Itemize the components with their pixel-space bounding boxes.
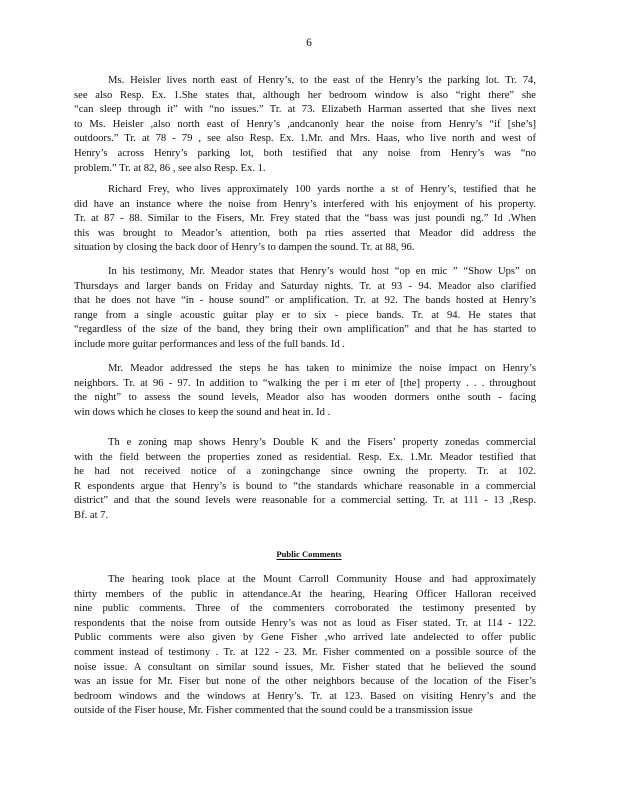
paragraph-zoning [74,436,536,524]
text-line: problem.” Tr. at 82, 86 , see also Resp. Ex. 1. [74,162,266,174]
text-line: Ms. Heisler lives north east of Henry’s, to the east of the Henry’s the parking lot. Tr. 74, [108,75,536,86]
text-line: range from a single acoustic guitar play er to six - piece bands. Tr. at 94. He states that [74,309,536,321]
text-line: The hearing took place at the Mount Carroll Community House and had approximately [108,574,536,585]
text-line: Th e zoning map shows Henry’s Double K and the Fisers’ property zonedas commercial [108,437,536,448]
section-heading [0,549,618,559]
text-line: neighbors. Tr. at 96 - 97. In addition to “walking the per i m eter of [the] property . . . throughout [74,377,536,389]
text-line: this was brought to Meador’s attention, both pa rties asserted that Meador did address the [74,227,536,239]
text-line: R espondents argue that Henry’s is bound to “the standards whichare reasonable in a commercial [74,480,536,492]
text-line: “can sleep through it” with “no issues.” Tr. at 73. Elizabeth Harman asserted that she lives next [74,104,536,116]
text-line: the night” to assess the sound levels, Meador also has wooden dormers onthe south - facing [74,392,536,404]
text-line: In his testimony, Mr. Meador states that Henry’s would host “op en mic ” “Show Ups” on [108,266,536,277]
text-line: situation by closing the back door of Henry’s to dampen the sound. Tr. at 88, 96. [74,242,415,254]
text-line: Public comments were also given by Gene Fisher ,who arrived late andelected to offer public [74,632,536,644]
text-line: that he does not have “in - house sound” or amplification. Tr. at 92. The bands hosted at Henry’s [74,295,536,307]
text-line: was an issue for Mr. Fiser but none of the other neighbors because of the location of the Fiser’s [74,676,536,688]
text-line: thirty members of the public in attendance.At the hearing, Hearing Officer Halloran received [74,588,536,600]
text-line: respondents that the noise from outside Henry’s was not as loud as Fiser stated. Tr. at 114 - 122. [74,617,536,629]
text-line: Bf. at 7. [74,509,109,521]
text-line: Richard Frey, who lives approximately 100 yards northe a st of Henry’s, testified that he [108,184,536,195]
text-line: outside of the Fiser house, Mr. Fisher commented that the sound could be a transmission issue [74,705,473,717]
paragraph-meador-steps [74,362,536,420]
text-line: “regardless of the size of the band, they bring their own amplification” and that he has started to [74,324,536,336]
text-line: include more guitar performances and less of the full bands. Id . [74,338,345,350]
paragraph-heisler [74,74,536,176]
text-line: bedroom windows and the windows at Henry’s. Tr. at 123. Based on visiting Henry’s and the [74,690,536,702]
text-line: comment instead of testimony . Tr. at 122 - 23. Mr. Fisher commented on a possible source of the [74,646,536,658]
text-line: noise issue. A consultant on similar sound issues, Mr. Fisher stated that he believed the sound [74,661,536,673]
text-line: Tr. at 87 - 88. Similar to the Fisers, Mr. Frey stated that the “bass was just poundi ng.” Id .When [74,213,536,225]
text-line: did have an instance where the noise from Henry’s interfered with his enjoyment of his property. [74,198,536,210]
text-line: nine public comments. Three of the commenters corroborated the testimony presented by [74,603,536,615]
text-line: Mr. Meador addressed the steps he has taken to minimize the noise impact on Henry’s [108,363,536,374]
text-line: district” and that the sound levels were reasonable for a commercial setting. Tr. at 111 - 13 ,Resp. [74,495,536,507]
text-line: Henry’s across Henry’s parking lot, both testified that any noise from Henry’s was “no [74,147,536,159]
text-line: win dows which he closes to keep the sound and heat in. Id . [74,406,331,418]
text-line: see also Resp. Ex. 1.She states that, although her bedroom window is also “right there” she [74,89,536,101]
paragraph-frey [74,183,536,256]
text-line: he had not received notice of a zoningchange since owning the property. Tr. at 102. [74,466,536,478]
text-line: Thursdays and larger bands on Friday and Saturday nights. Tr. at 93 - 94. Meador also clarified [74,280,536,292]
paragraph-meador-testimony [74,265,536,353]
section-heading-text: Public Comments [276,549,342,559]
text-line: to Ms. Heisler ,also north east of Henry’s ,andcanonly hear the noise from Henry’s “if [she’s] [74,118,536,130]
text-line: outdoors.” Tr. at 78 - 79 , see also Resp. Ex. 1.Mr. and Mrs. Haas, who live north and west of [74,133,536,145]
text-line: with the field between the properties zoned as residential. Resp. Ex. 1.Mr. Meador testified that [74,451,536,463]
paragraph-public-comments [74,573,536,719]
page-number: 6 [306,37,312,49]
